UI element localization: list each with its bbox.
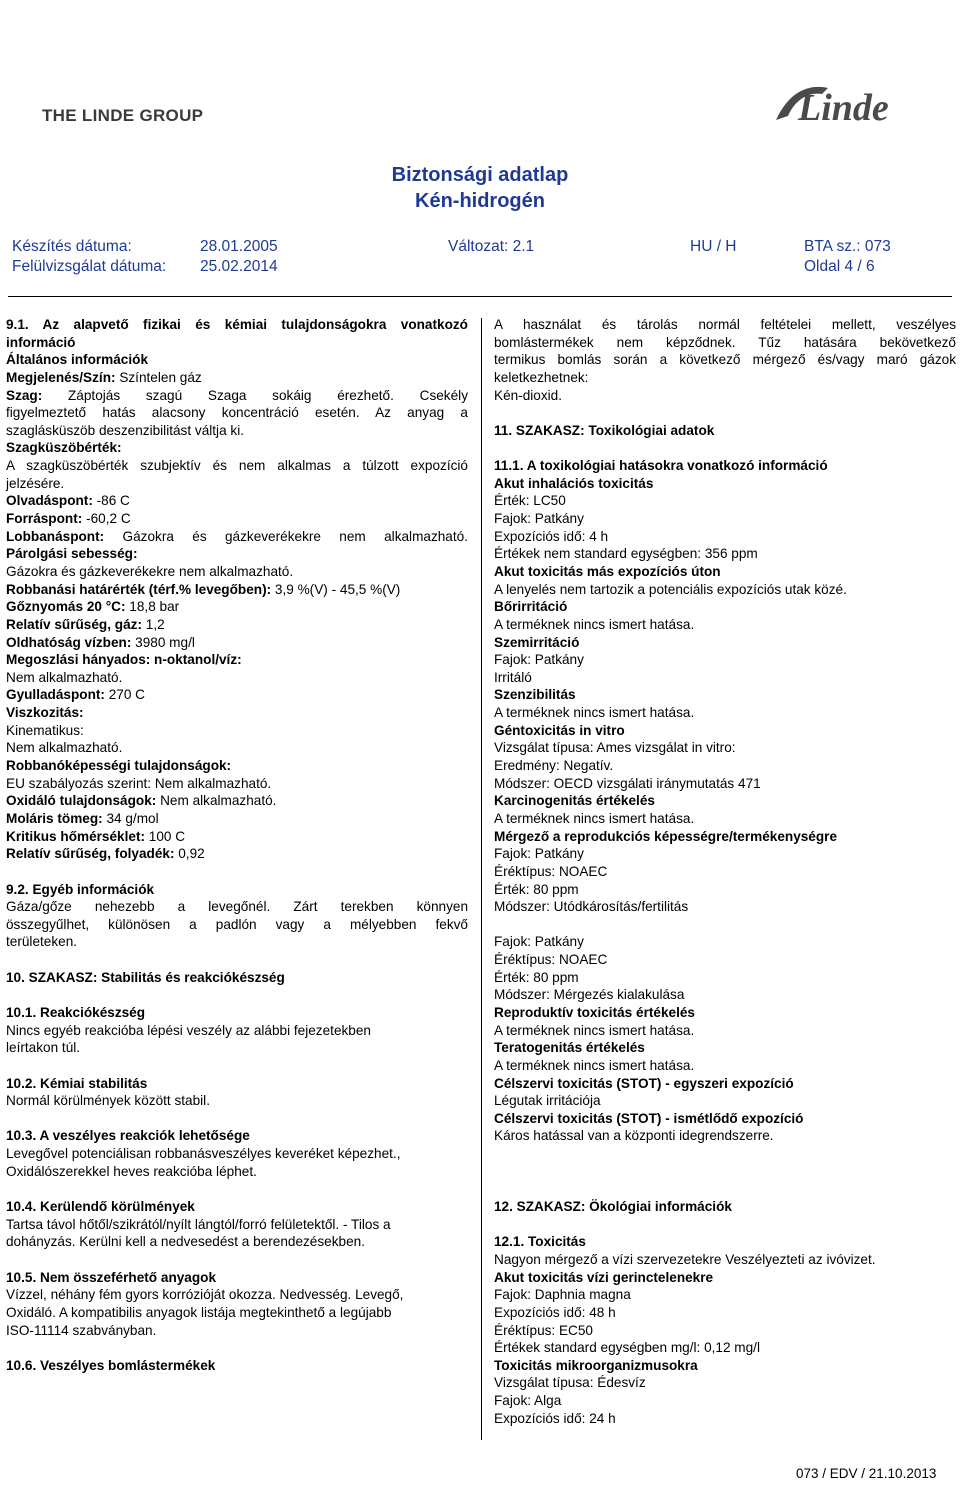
heading-line: Megoszlási hányados: n-oktanol/víz:	[6, 652, 242, 668]
property-key: Kritikus hőmérséklet:	[6, 828, 146, 844]
text-line: dohányzás. Kerülni kell a nedvesedést a berendezésekben.	[6, 1234, 365, 1250]
review-label: Felülvizsgálat dátuma:	[12, 258, 167, 275]
heading-line: Géntoxicitás in vitro	[494, 722, 625, 738]
created-label: Készítés dátuma:	[12, 238, 132, 255]
text-line: Érték: LC50	[494, 493, 566, 509]
blank-line	[494, 1145, 956, 1163]
heading-line: Szemirritáció	[494, 634, 580, 650]
blank-line	[494, 916, 956, 934]
heading-line: Szenzibilitás	[494, 687, 576, 703]
property-value: 270 C	[104, 687, 146, 703]
heading-line: 10.1. Reakciókészség	[6, 1004, 146, 1020]
text-line: A szagküszöbérték szubjektív és nem alkalmas a túlzott expozíció	[6, 458, 468, 474]
property-value: 3,9 %(V) - 45,5 %(V)	[271, 581, 401, 597]
blank-line	[494, 1216, 956, 1234]
text-line: Érték: 80 ppm	[494, 969, 579, 985]
text-line: leírtakon túl.	[6, 1040, 81, 1056]
header-divider	[8, 296, 952, 297]
property-line	[6, 528, 468, 546]
text-line: keletkezhetnek:	[494, 369, 589, 385]
text-line: Kinematikus:	[6, 722, 84, 738]
text-line: Fajok: Alga	[494, 1393, 562, 1409]
heading-line: információ	[6, 334, 76, 350]
page-number: Oldal 4 / 6	[804, 258, 875, 275]
text-line: Expozíciós idő: 4 h	[494, 528, 609, 544]
text-line: Irritáló	[494, 669, 532, 685]
heading-line: Reproduktív toxicitás értékelés	[494, 1004, 695, 1020]
property-value: 3980 mg/l	[131, 634, 195, 650]
text-line: Módszer: OECD vizsgálati iránymutatás 471	[494, 775, 761, 791]
heading-line: 11. SZAKASZ: Toxikológiai adatok	[494, 422, 715, 438]
property-line	[6, 492, 468, 510]
property-key: Oldhatóság vízben:	[6, 634, 132, 650]
text-line: A terméknek nincs ismert hatása.	[494, 1022, 695, 1038]
text-line: Érték: 80 ppm	[494, 881, 579, 897]
text-line: Nincs egyéb reakcióba lépési veszély az alábbi fejezetekben	[6, 1022, 371, 1038]
text-line: Levegővel potenciálisan robbanásveszélyes keveréket képezhet.,	[6, 1146, 401, 1162]
property-value: 0,92	[174, 846, 205, 862]
blank-line	[6, 951, 468, 969]
text-line: összegyűlhet, különösen a padlón vagy a mélyebben fekvő	[6, 916, 468, 932]
text-line: Expozíciós idő: 48 h	[494, 1304, 616, 1320]
text-line: szaglásküszöb deszenzibilitást váltja ki.	[6, 422, 245, 438]
heading-line: 9.2. Egyéb információk	[6, 881, 155, 897]
heading-line: 11.1. A toxikológiai hatásokra vonatkozó információ	[494, 458, 828, 474]
property-key: Megjelenés/Szín:	[6, 369, 116, 385]
text-line: Fajok: Patkány	[494, 511, 584, 527]
property-line	[6, 792, 468, 810]
text-line: Értékek standard egységben mg/l: 0,12 mg/l	[494, 1340, 760, 1356]
heading-line: Akut toxicitás vízi gerinctelenekre	[494, 1269, 714, 1285]
text-line: A terméknek nincs ismert hatása.	[494, 810, 695, 826]
column-divider	[481, 318, 482, 1440]
text-line: Fajok: Patkány	[494, 846, 584, 862]
text-line: termikus bomlás során a következő mérgező és/vagy maró gázok	[494, 352, 956, 368]
property-line	[6, 581, 468, 599]
text-line: figyelmeztető hatás alacsony koncentráció esetén. Az anyag a	[6, 405, 468, 421]
property-key: Relatív sűrűség, folyadék:	[6, 846, 175, 862]
heading-line: 12.1. Toxicitás	[494, 1234, 586, 1250]
text-line: Légutak irritációja	[494, 1093, 601, 1109]
property-line	[6, 686, 468, 704]
text-line: Eredmény: Negatív.	[494, 758, 614, 774]
blank-line	[6, 1110, 468, 1128]
property-line	[6, 369, 468, 387]
property-line	[6, 634, 468, 652]
heading-line: Karcinogenitás értékelés	[494, 793, 655, 809]
property-key: Lobbanáspont:	[6, 528, 105, 544]
heading-line: 10.2. Kémiai stabilitás	[6, 1075, 148, 1091]
text-line: Nem alkalmazható.	[6, 669, 123, 685]
text-line: jelzésére.	[6, 475, 65, 491]
property-value: 18,8 bar	[125, 599, 180, 615]
heading-line: 10.3. A veszélyes reakciók lehetősége	[6, 1128, 250, 1144]
blank-line	[6, 1057, 468, 1075]
text-line: Éréktípus: NOAEC	[494, 863, 608, 879]
heading-line: Akut inhalációs toxicitás	[494, 475, 654, 491]
property-value: 1,2	[141, 616, 165, 632]
text-line: Káros hatással van a központi idegrendszerre.	[494, 1128, 774, 1144]
blank-line	[494, 1180, 956, 1198]
created-date: 28.01.2005	[200, 238, 278, 255]
property-line	[6, 845, 468, 863]
blank-line	[6, 1251, 468, 1269]
text-line: Normál körülmények között stabil.	[6, 1093, 210, 1109]
text-line: bomlástermékek nem képződnek. Tűz hatására bekövetkező	[494, 334, 956, 350]
text-line: Gáza/gőze nehezebb a levegőnél. Zárt terekben könnyen	[6, 899, 468, 915]
property-value: Záptojás szagú Szaga sokáig érezhető. Csekély	[42, 387, 468, 403]
property-key: Gőznyomás 20 °C:	[6, 599, 126, 615]
text-line: Kén-dioxid.	[494, 387, 563, 403]
heading-line: 9.1. Az alapvető fizikai és kémiai tulajdonságokra vonatkozó	[6, 317, 468, 332]
text-line: Vizsgálat típusa: Édesvíz	[494, 1375, 646, 1391]
linde-logo	[770, 80, 932, 132]
text-line: Fajok: Daphnia magna	[494, 1287, 631, 1303]
text-line: ISO-11114 szabványban.	[6, 1322, 157, 1338]
text-line: A terméknek nincs ismert hatása.	[494, 705, 695, 721]
text-line: Éréktípus: EC50	[494, 1322, 593, 1338]
heading-line: Bőrirritáció	[494, 599, 568, 615]
text-line: Módszer: Utódkárosítás/fertilitás	[494, 899, 689, 915]
heading-line: Célszervi toxicitás (STOT) - ismétlődő expozíció	[494, 1110, 804, 1126]
heading-line: 10. SZAKASZ: Stabilitás és reakciókészség	[6, 969, 285, 985]
heading-line: Akut toxicitás más expozíciós úton	[494, 563, 721, 579]
property-key: Olvadáspont:	[6, 493, 93, 509]
text-line: területeken.	[6, 934, 78, 950]
property-key: Forráspont:	[6, 511, 83, 527]
property-value: -60,2 C	[82, 511, 131, 527]
property-line	[6, 387, 468, 405]
property-line	[6, 510, 468, 528]
blank-line	[6, 1180, 468, 1198]
heading-line: 12. SZAKASZ: Ökológiai információk	[494, 1199, 732, 1215]
heading-line: 10.4. Kerülendő körülmények	[6, 1199, 195, 1215]
document-title: Biztonsági adatlap	[391, 164, 569, 186]
blank-line	[6, 1339, 468, 1357]
property-value: Színtelen gáz	[115, 369, 202, 385]
property-line	[6, 828, 468, 846]
heading-line: Toxicitás mikroorganizmusokra	[494, 1357, 698, 1373]
property-key: Oxidáló tulajdonságok:	[6, 793, 157, 809]
text-line: Oxidálószerekkel heves reakcióba léphet.	[6, 1163, 257, 1179]
text-line: Vizsgálat típusa: Ames vizsgálat in vitro:	[494, 740, 736, 756]
text-line: Tartsa távol hőtől/szikrától/nyílt lángtól/forró felületektől. - Tilos a	[6, 1216, 391, 1232]
text-line: EU szabályozás szerint: Nem alkalmazható.	[6, 775, 272, 791]
text-line: Gázokra és gázkeverékekre nem alkalmazható.	[6, 563, 294, 579]
text-line: Fajok: Patkány	[494, 934, 584, 950]
text-line: Módszer: Mérgezés kialakulása	[494, 987, 685, 1003]
substance-name: Kén-hidrogén	[415, 190, 545, 212]
right-column	[494, 316, 956, 1427]
text-line: A terméknek nincs ismert hatása.	[494, 616, 695, 632]
heading-line: 10.6. Veszélyes bomlástermékek	[6, 1357, 216, 1373]
blank-line	[6, 986, 468, 1004]
blank-line	[494, 404, 956, 422]
language: HU / H	[690, 238, 737, 255]
property-value: 100 C	[145, 828, 186, 844]
heading-line: Teratogenitás értékelés	[494, 1040, 645, 1056]
property-line	[6, 810, 468, 828]
heading-line: Célszervi toxicitás (STOT) - egyszeri expozíció	[494, 1075, 794, 1091]
heading-line: Szagküszöbérték:	[6, 440, 122, 456]
footer-code: 073 / EDV / 21.10.2013	[796, 1466, 937, 1481]
linde-logo-text: Linde	[798, 87, 889, 129]
blank-line	[494, 439, 956, 457]
property-key: Robbanási határérték (térf.% levegőben):	[6, 581, 272, 597]
text-line: A terméknek nincs ismert hatása.	[494, 1057, 695, 1073]
text-line: Nagyon mérgező a vízi szervezetekre Veszélyezteti az ivóvizet.	[494, 1251, 876, 1267]
text-line: A használat és tárolás normál feltételei mellett, veszélyes	[494, 317, 956, 332]
heading-line: Párolgási sebesség:	[6, 546, 138, 562]
property-value: -86 C	[92, 493, 130, 509]
blank-line	[6, 863, 468, 881]
property-line	[6, 598, 468, 616]
heading-line: 10.5. Nem összeférhető anyagok	[6, 1269, 217, 1285]
text-line: Vízzel, néhány fém gyors korrózióját okozza. Nedvesség. Levegő,	[6, 1287, 404, 1303]
review-date: 25.02.2014	[200, 258, 278, 275]
text-line: Nem alkalmazható.	[6, 740, 123, 756]
text-line: Expozíciós idő: 24 h	[494, 1410, 616, 1426]
property-key: Moláris tömeg:	[6, 810, 103, 826]
left-column	[6, 316, 468, 1374]
property-line	[6, 616, 468, 634]
heading-line: Mérgező a reprodukciós képességre/termékenységre	[494, 828, 838, 844]
bta-number: BTA sz.: 073	[804, 238, 891, 255]
version: Változat: 2.1	[448, 238, 535, 255]
property-value: Gázokra és gázkeverékekre nem alkalmazható.	[104, 528, 468, 544]
text-line: Oxidáló. A kompatibilis anyagok listája megtekinthető a legújabb	[6, 1304, 392, 1320]
text-line: Éréktípus: NOAEC	[494, 952, 608, 968]
property-key: Gyulladáspont:	[6, 687, 105, 703]
text-line: Fajok: Patkány	[494, 652, 584, 668]
text-line: A lenyelés nem tartozik a potenciális expozíciós utak közé.	[494, 581, 847, 597]
property-value: Nem alkalmazható.	[156, 793, 277, 809]
text-line: Értékek nem standard egységben: 356 ppm	[494, 546, 758, 562]
property-key: Relatív sűrűség, gáz:	[6, 616, 142, 632]
heading-line: Robbanóképességi tulajdonságok:	[6, 758, 232, 774]
page-header	[0, 0, 960, 152]
property-key: Szag:	[6, 387, 43, 403]
heading-line: Általános információk	[6, 352, 149, 368]
linde-group-logo: THE LINDE GROUP	[42, 106, 204, 125]
heading-line: Viszkozitás:	[6, 705, 84, 721]
property-value: 34 g/mol	[102, 810, 159, 826]
blank-line	[494, 1163, 956, 1181]
